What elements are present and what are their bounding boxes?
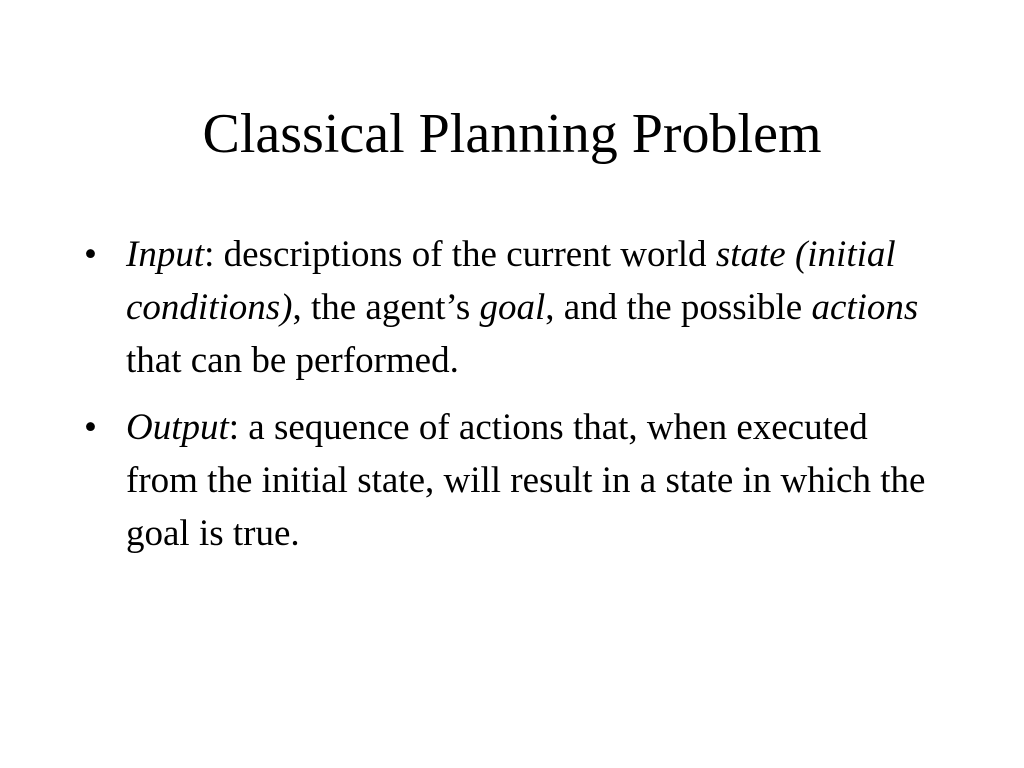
text-segment: : descriptions of the current world (204, 234, 716, 275)
text-segment: : a sequence of actions that, when executed from the initial state, will result in a state in which the goal is true. (126, 407, 926, 554)
term-actions: actions (811, 287, 919, 328)
bullet-output (80, 401, 940, 560)
text-segment: that can be performed. (126, 340, 459, 381)
text-segment: , and the possible (545, 287, 812, 328)
bullet-marker: • (84, 407, 97, 448)
bullet-text (126, 234, 918, 381)
term-output: Output (126, 407, 229, 448)
slide-title: Classical Planning Problem (202, 103, 822, 165)
bullet-marker: • (84, 234, 97, 275)
term-state: state (initial conditions) (126, 234, 896, 328)
bullet-list (80, 228, 940, 574)
bullet-input (80, 228, 940, 387)
term-input: Input (126, 234, 205, 275)
text-segment: , the agent’s (292, 287, 480, 328)
term-goal: goal (479, 287, 546, 328)
bullet-text (126, 407, 925, 554)
